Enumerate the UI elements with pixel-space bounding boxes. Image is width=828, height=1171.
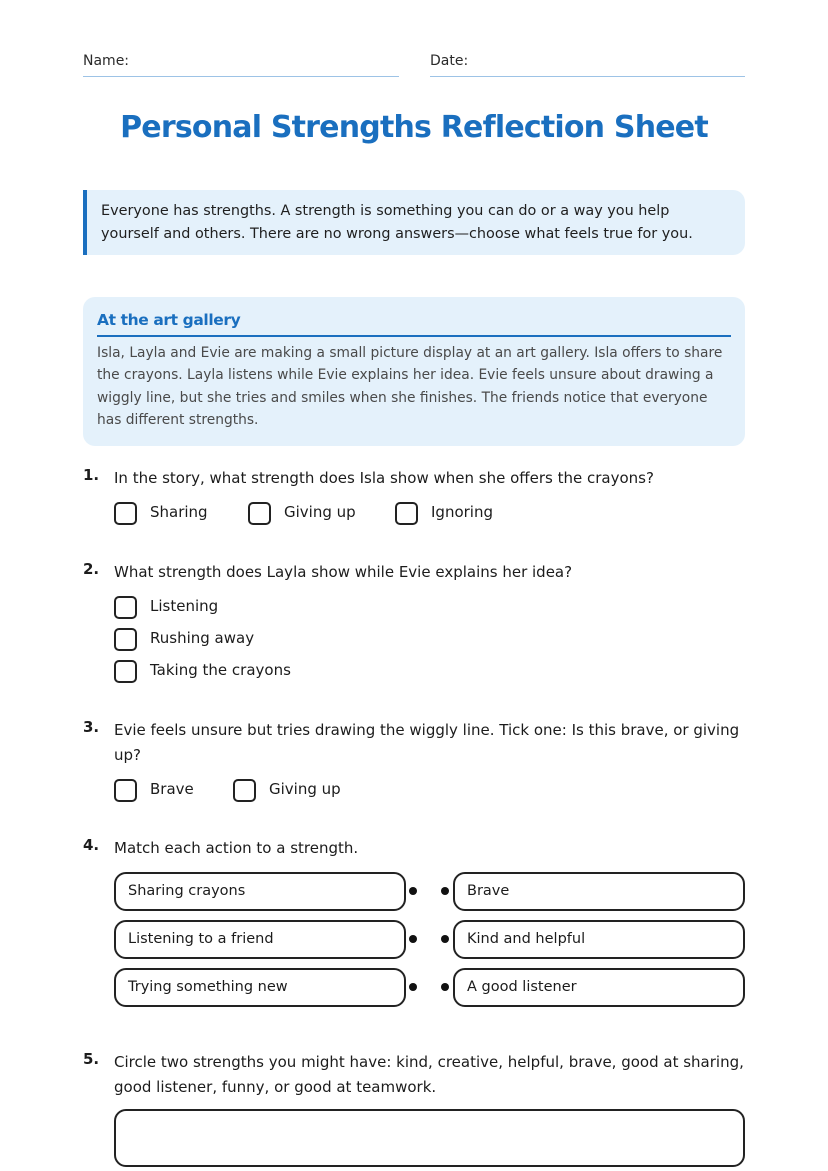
intro-box: Everyone has strengths. A strength is something you can do or a way you help yourself and others. There are no wrong answers—choose what feels true for you. [83,190,745,255]
option-label: Sharing [150,503,208,521]
option-label: Rushing away [150,629,255,647]
match-dot[interactable] [441,887,449,895]
name-date-row [83,52,745,78]
match-left-item[interactable]: Sharing crayons [114,872,406,911]
question-number: 5. [83,1050,100,1068]
option-label: Giving up [284,503,356,521]
match-dot[interactable] [441,935,449,943]
question-number: 3. [83,718,100,736]
match-right-item[interactable]: Brave [453,872,745,911]
checkbox[interactable] [114,596,137,619]
question-number: 2. [83,560,100,578]
checkbox[interactable] [114,628,137,651]
question-text: What strength does Layla show while Evie explains her idea? [114,563,573,581]
match-dot[interactable] [409,935,417,943]
checkbox[interactable] [233,779,256,802]
checkbox[interactable] [395,502,418,525]
match-left-item[interactable]: Listening to a friend [114,920,406,959]
question-text: Evie feels unsure but tries drawing the wiggly line. Tick one: Is this brave, or giving up? [114,721,740,764]
match-dot[interactable] [441,983,449,991]
match-dot[interactable] [409,887,417,895]
question-number: 1. [83,466,100,484]
option-label: Giving up [269,780,341,798]
option-label: Ignoring [431,503,493,521]
page-title: Personal Strengths Reflection Sheet [120,110,708,145]
option-label: Listening [150,597,219,615]
question-text: In the story, what strength does Isla show when she offers the crayons? [114,469,654,487]
option-label: Brave [150,780,194,798]
checkbox[interactable] [248,502,271,525]
answer-box[interactable] [114,1109,745,1167]
date-label: Date: [430,53,469,69]
match-left-item[interactable]: Trying something new [114,968,406,1007]
story-box [83,297,745,446]
question-text: Circle two strengths you might have: kind, creative, helpful, brave, good at sharing, good listener, funny, or good at teamwork. [114,1053,744,1096]
option-label: Taking the crayons [150,661,291,679]
match-dot[interactable] [409,983,417,991]
match-right-item[interactable]: A good listener [453,968,745,1007]
checkbox[interactable] [114,660,137,683]
story-text: Isla, Layla and Evie are making a small picture display at an art gallery. Isla offers to share the crayons. Layla listens while Evie explains her idea. Evie feels unsure about drawing a wiggly line, but she tries and smiles when she finishes. The friends notice that everyone has different strengths. [97,345,723,428]
checkbox[interactable] [114,502,137,525]
date-field[interactable] [430,52,745,77]
question-number: 4. [83,836,100,854]
match-right-item[interactable]: Kind and helpful [453,920,745,959]
name-field[interactable] [83,52,399,77]
question-text: Match each action to a strength. [114,839,359,857]
checkbox[interactable] [114,779,137,802]
story-heading: At the art gallery [97,311,731,337]
name-label: Name: [83,53,130,69]
